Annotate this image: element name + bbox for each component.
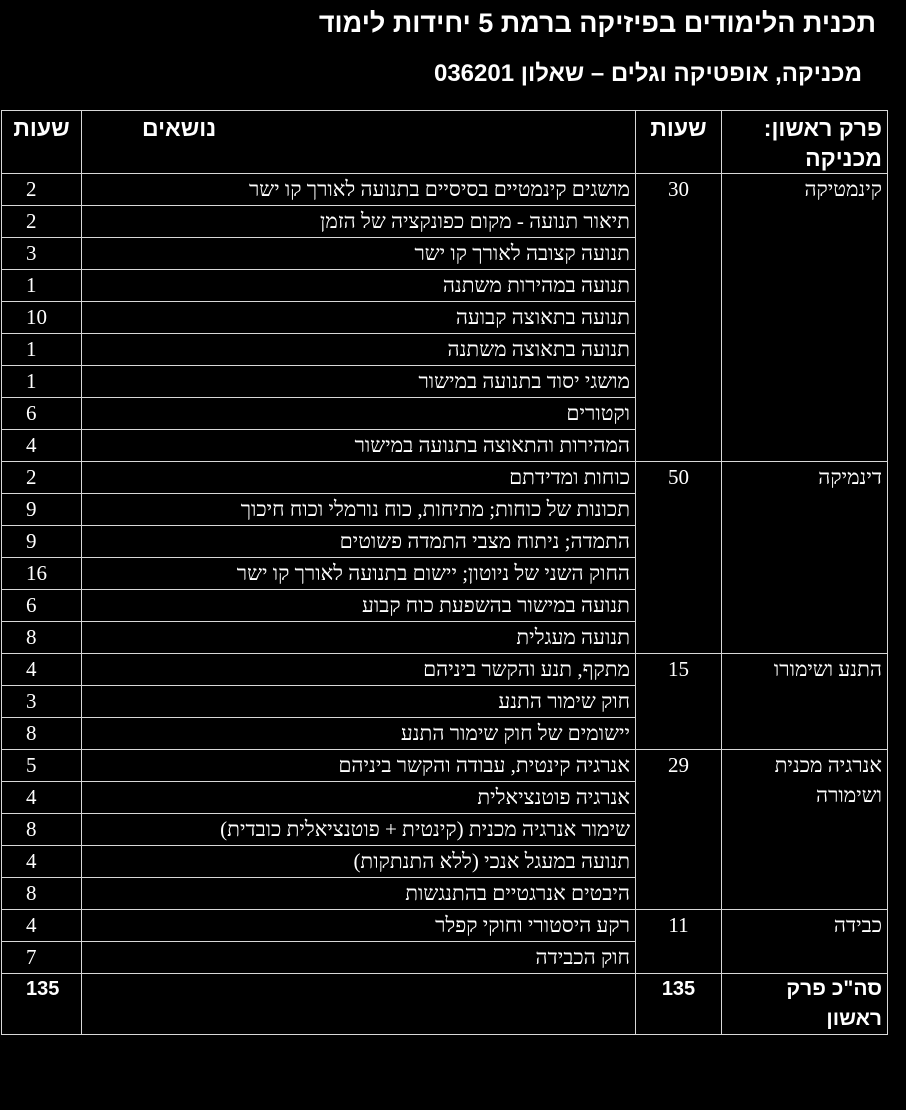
topic-hours-cell: 8 xyxy=(2,814,82,846)
topic-cell: תיאור תנועה - מקום כפונקציה של הזמן xyxy=(82,206,636,238)
table-row xyxy=(2,174,888,206)
topic-cell: תנועה במישור בהשפעת כוח קבוע xyxy=(82,590,636,622)
header-part: פרק ראשון: מכניקה xyxy=(722,111,888,174)
topic-hours-cell: 2 xyxy=(2,462,82,494)
chapter-name: התנע ושימורו xyxy=(722,654,888,750)
topic-hours-cell: 5 xyxy=(2,750,82,782)
page-subtitle: מכניקה, אופטיקה וגלים – שאלון 036201 xyxy=(433,60,862,87)
topic-cell: החוק השני של ניוטון; יישום בתנועה לאורך קו ישר xyxy=(82,558,636,590)
topic-cell: שימור אנרגיה מכנית (קינטית + פוטנציאלית כובדית) xyxy=(82,814,636,846)
topic-hours-cell: 8 xyxy=(2,622,82,654)
topic-cell: אנרגיה קינטית, עבודה והקשר ביניהם xyxy=(82,750,636,782)
curriculum-table xyxy=(1,110,888,1035)
table-header-row xyxy=(2,111,888,174)
total-label: סה"כ פרק ראשון xyxy=(722,974,888,1035)
header-hours: שעות xyxy=(636,111,722,174)
chapter-hours: 30 xyxy=(636,174,722,462)
topic-hours-cell: 3 xyxy=(2,238,82,270)
topic-cell: תנועה קצובה לאורך קו ישר xyxy=(82,238,636,270)
topic-hours-cell: 4 xyxy=(2,782,82,814)
header-topics: נושאים xyxy=(82,111,636,174)
chapter-name: קינמטיקה xyxy=(722,174,888,462)
topic-cell: תכונות של כוחות; מתיחות, כוח נורמלי וכוח חיכוך xyxy=(82,494,636,526)
table-row xyxy=(2,750,888,782)
total-hours: 135 xyxy=(636,974,722,1035)
header-sub-hours: שעות xyxy=(2,111,82,174)
topic-cell: חוק הכבידה xyxy=(82,942,636,974)
topic-cell: מושגים קינמטיים בסיסיים בתנועה לאורך קו ישר xyxy=(82,174,636,206)
topic-hours-cell: 2 xyxy=(2,206,82,238)
total-sub-hours: 135 xyxy=(2,974,82,1035)
topic-cell: כוחות ומדידתם xyxy=(82,462,636,494)
topic-cell: וקטורים xyxy=(82,398,636,430)
topic-cell: תנועה במהירות משתנה xyxy=(82,270,636,302)
chapter-hours: 50 xyxy=(636,462,722,654)
page-title: תכנית הלימודים בפיזיקה ברמת 5 יחידות לימוד xyxy=(318,8,876,38)
topic-cell: אנרגיה פוטנציאלית xyxy=(82,782,636,814)
topic-hours-cell: 2 xyxy=(2,174,82,206)
chapter-hours: 29 xyxy=(636,750,722,910)
topic-hours-cell: 4 xyxy=(2,846,82,878)
topic-hours-cell: 1 xyxy=(2,270,82,302)
topic-cell: התמדה; ניתוח מצבי התמדה פשוטים xyxy=(82,526,636,558)
topic-hours-cell: 1 xyxy=(2,334,82,366)
topic-hours-cell: 16 xyxy=(2,558,82,590)
topic-cell: המהירות והתאוצה בתנועה במישור xyxy=(82,430,636,462)
topic-cell: רקע היסטורי וחוקי קפלר xyxy=(82,910,636,942)
topic-cell: תנועה במעגל אנכי (ללא התנתקות) xyxy=(82,846,636,878)
chapter-name: אנרגיה מכנית ושימורה xyxy=(722,750,888,910)
topic-hours-cell: 1 xyxy=(2,366,82,398)
topic-cell: היבטים אנרגטיים בהתנגשות xyxy=(82,878,636,910)
chapter-hours: 15 xyxy=(636,654,722,750)
chapter-name: דינמיקה xyxy=(722,462,888,654)
topic-hours-cell: 3 xyxy=(2,686,82,718)
table-row xyxy=(2,910,888,942)
topic-hours-cell: 7 xyxy=(2,942,82,974)
topic-hours-cell: 10 xyxy=(2,302,82,334)
topic-cell: תנועה בתאוצה קבועה xyxy=(82,302,636,334)
table-row xyxy=(2,462,888,494)
topic-hours-cell: 9 xyxy=(2,494,82,526)
chapter-name: כבידה xyxy=(722,910,888,974)
topic-cell: יישומים של חוק שימור התנע xyxy=(82,718,636,750)
table-row xyxy=(2,654,888,686)
topic-hours-cell: 4 xyxy=(2,430,82,462)
topic-cell: תנועה מעגלית xyxy=(82,622,636,654)
topic-hours-cell: 9 xyxy=(2,526,82,558)
topic-hours-cell: 8 xyxy=(2,878,82,910)
total-row xyxy=(2,974,888,1035)
topic-cell: תנועה בתאוצה משתנה xyxy=(82,334,636,366)
topic-cell: מושגי יסוד בתנועה במישור xyxy=(82,366,636,398)
topic-cell: חוק שימור התנע xyxy=(82,686,636,718)
topic-hours-cell: 8 xyxy=(2,718,82,750)
topic-hours-cell: 6 xyxy=(2,590,82,622)
chapter-hours: 11 xyxy=(636,910,722,974)
topic-hours-cell: 4 xyxy=(2,910,82,942)
topic-hours-cell: 6 xyxy=(2,398,82,430)
topic-cell: מתקף, תנע והקשר ביניהם xyxy=(82,654,636,686)
topic-hours-cell: 4 xyxy=(2,654,82,686)
table-body xyxy=(2,174,888,1035)
total-topics-empty xyxy=(82,974,636,1035)
